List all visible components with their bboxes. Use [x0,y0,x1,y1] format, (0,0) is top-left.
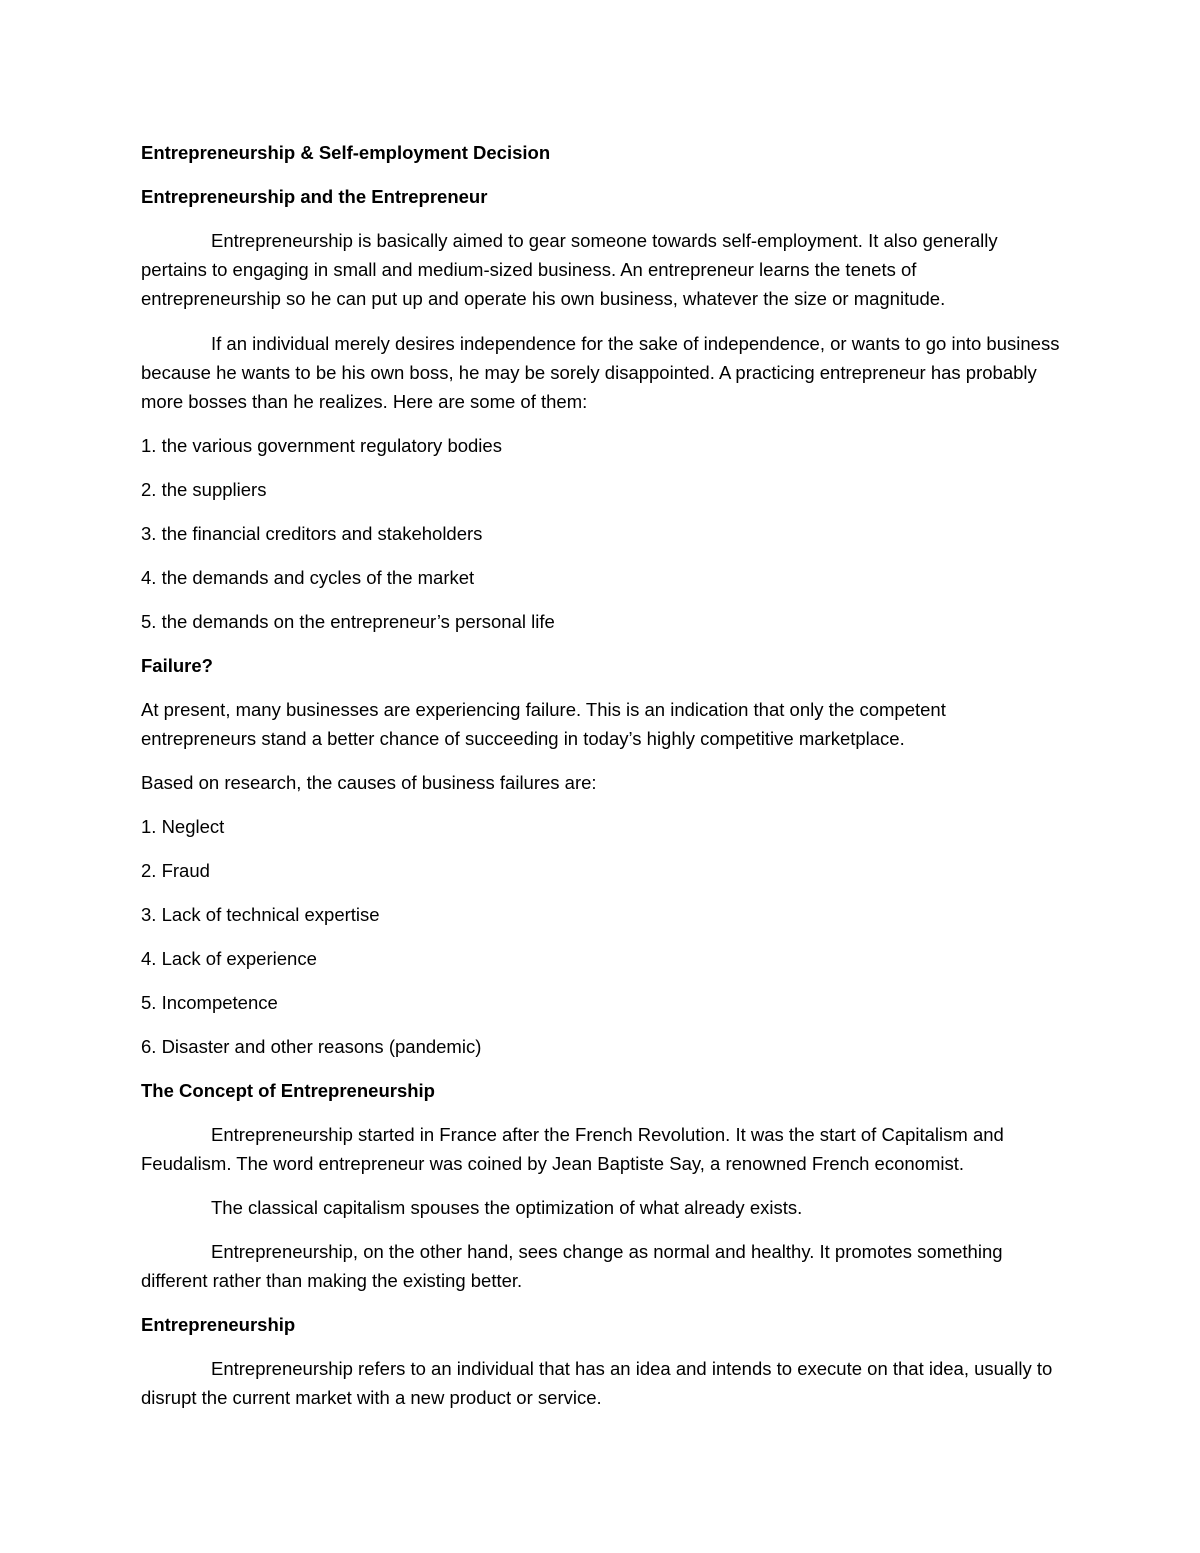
paragraph-self-employment: Entrepreneurship is basically aimed to gear someone towards self-employment. It also generally pertains to engaging in small and medium-sized business. An entrepreneur learns the tenets of entrepreneurship so he can put up and operate his own business, whatever the size or magnitude. [141,230,998,309]
list-item-cause-5: 5. Incompetence [141,992,278,1013]
list-item-boss-1: 1. the various government regulatory bodies [141,435,502,456]
section-heading-entrepreneurship: Entrepreneurship [141,1314,296,1335]
paragraph-change: Entrepreneurship, on the other hand, sees change as normal and healthy. It promotes something different rather than making the existing better. [141,1241,1003,1291]
list-item-cause-4: 4. Lack of experience [141,948,317,969]
list-item-cause-2: 2. Fraud [141,860,210,881]
paragraph-causes-intro: Based on research, the causes of business failures are: [141,772,597,793]
paragraph-bosses-intro: If an individual merely desires independence for the sake of independence, or wants to go into business because he wants to be his own boss, he may be sorely disappointed. A practicing entrepreneur has probably more bosses than he realizes. Here are some of them: [141,333,1060,412]
section-heading-failure: Failure? [141,655,213,676]
document-page [141,138,1061,1412]
list-item-cause-1: 1. Neglect [141,816,225,837]
paragraph-definition: Entrepreneurship refers to an individual that has an idea and intends to execute on that idea, usually to disrupt the current market with a new product or service. [141,1358,1053,1408]
list-item-boss-2: 2. the suppliers [141,479,267,500]
section-heading-concept: The Concept of Entrepreneurship [141,1080,435,1101]
list-item-boss-3: 3. the financial creditors and stakeholders [141,523,483,544]
list-item-boss-4: 4. the demands and cycles of the market [141,567,475,588]
list-item-cause-6: 6. Disaster and other reasons (pandemic) [141,1036,482,1057]
list-item-cause-3: 3. Lack of technical expertise [141,904,380,925]
paragraph-classical-capitalism: The classical capitalism spouses the optimization of what already exists. [211,1197,803,1218]
section-heading-entrepreneur: Entrepreneurship and the Entrepreneur [141,186,488,207]
paragraph-history: Entrepreneurship started in France after the French Revolution. It was the start of Capitalism and Feudalism. The word entrepreneur was coined by Jean Baptiste Say, a renowned French economist. [141,1124,1004,1174]
list-item-boss-5: 5. the demands on the entrepreneur’s personal life [141,611,555,632]
paragraph-failure: At present, many businesses are experiencing failure. This is an indication that only the competent entrepreneurs stand a better chance of succeeding in today’s highly competitive marketplace. [141,699,946,749]
document-title: Entrepreneurship & Self-employment Decision [141,142,551,163]
